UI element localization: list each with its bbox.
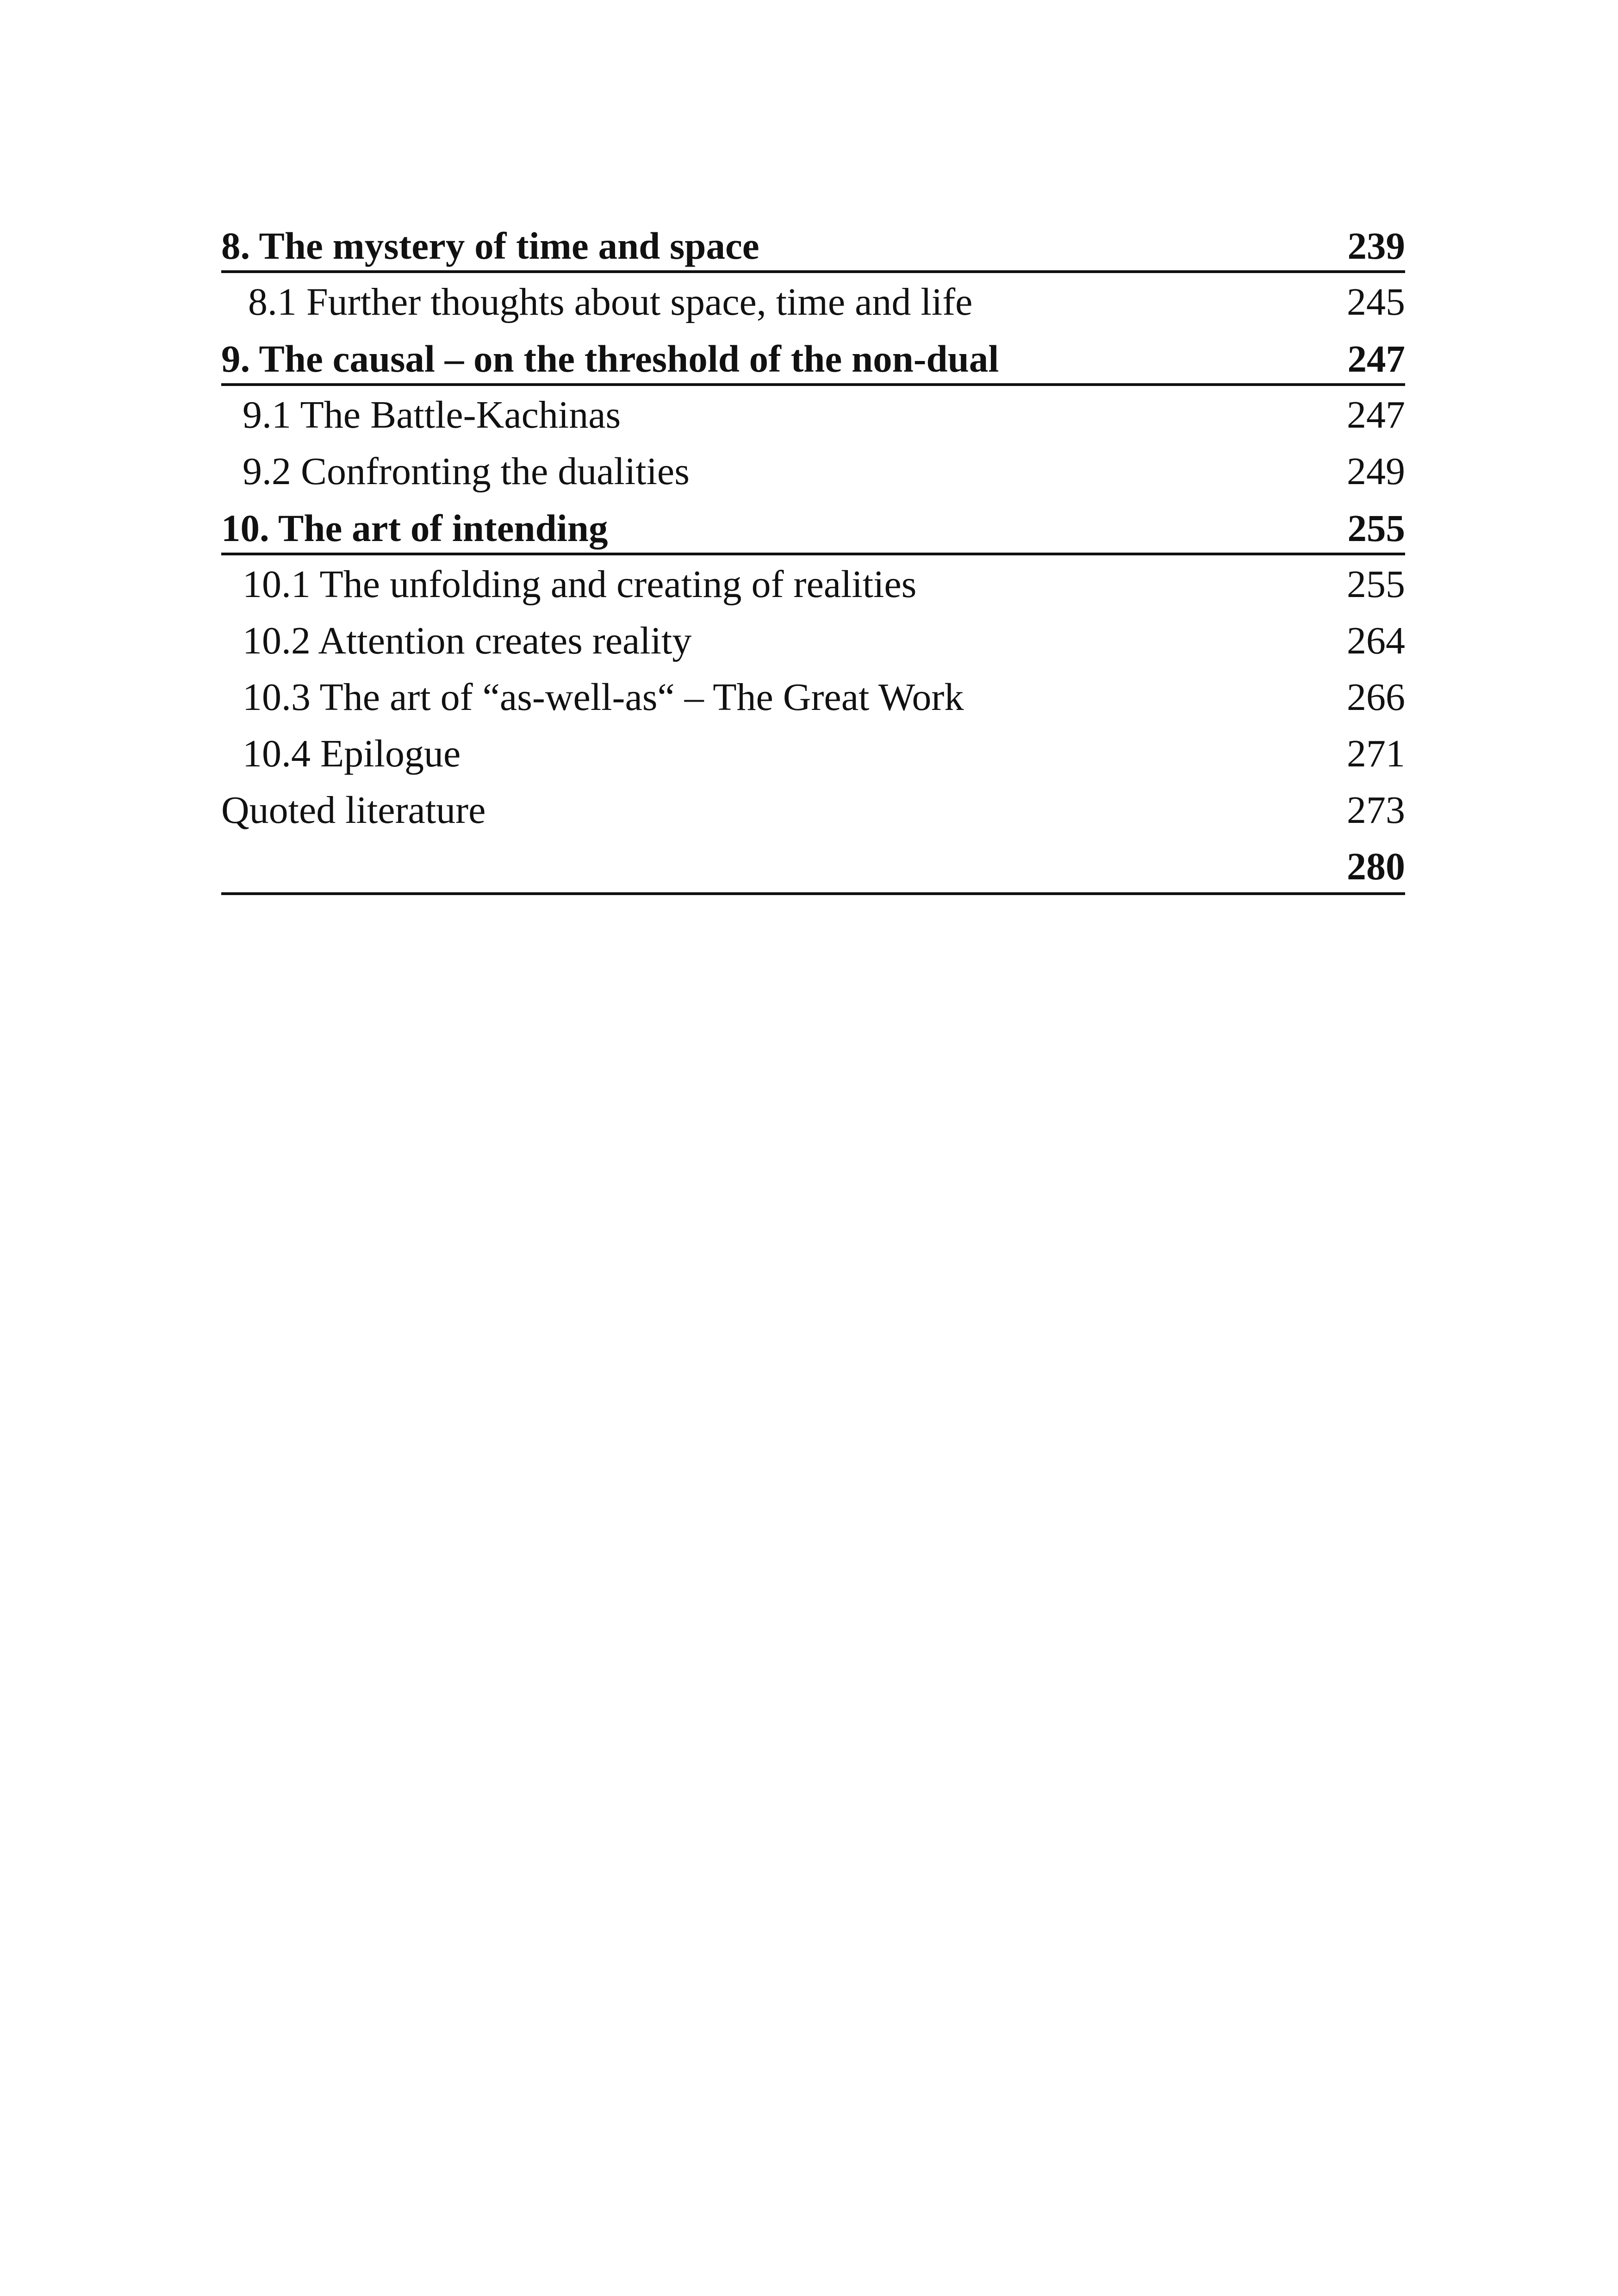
toc-entry-title: 9.1 The Battle-Kachinas [243, 393, 621, 436]
toc-section-8-1 [221, 274, 1405, 330]
toc-entry-title: 10.4 Epilogue [243, 732, 461, 775]
toc-section-10-2 [221, 613, 1405, 669]
table-of-contents [221, 218, 1405, 895]
toc-final-row [221, 839, 1405, 895]
toc-entry-page: 264 [1347, 619, 1405, 662]
toc-chapter-9 [221, 330, 1405, 387]
toc-entry-page: 245 [1347, 280, 1405, 324]
toc-entry-page: 249 [1347, 450, 1405, 493]
toc-entry-page: 239 [1347, 224, 1405, 267]
toc-section-9-2 [221, 443, 1405, 500]
toc-chapter-8 [221, 218, 1405, 274]
toc-entry-page: 271 [1347, 732, 1405, 775]
toc-entry-title: 10.2 Attention creates reality [243, 619, 692, 662]
toc-entry-title: 8. The mystery of time and space [221, 224, 759, 267]
toc-section-10-3 [221, 669, 1405, 726]
toc-entry-title: 10.3 The art of “as-well-as“ – The Great Work [243, 676, 964, 719]
toc-entry-title: 10.1 The unfolding and creating of realities [243, 563, 917, 606]
toc-entry-page: 255 [1347, 506, 1405, 549]
toc-entry-title: 8.1 Further thoughts about space, time and life [248, 280, 973, 324]
toc-entry-page: 273 [1347, 789, 1405, 832]
toc-section-10-1 [221, 556, 1405, 613]
toc-entry-page: 266 [1347, 676, 1405, 719]
toc-section-9-1 [221, 387, 1405, 443]
toc-entry-title: Quoted literature [221, 789, 486, 832]
toc-entry-title: 9.2 Confronting the dualities [243, 450, 690, 493]
toc-section-10-4 [221, 726, 1405, 782]
toc-entry-title: 9. The causal – on the threshold of the non-dual [221, 337, 999, 380]
toc-entry-title: 10. The art of intending [221, 506, 608, 549]
toc-entry-page: 255 [1347, 563, 1405, 606]
toc-chapter-10 [221, 500, 1405, 556]
toc-entry-page: 247 [1347, 337, 1405, 380]
toc-final-page: 280 [1347, 845, 1405, 888]
toc-quoted-literature [221, 782, 1405, 839]
toc-entry-page: 247 [1347, 393, 1405, 436]
